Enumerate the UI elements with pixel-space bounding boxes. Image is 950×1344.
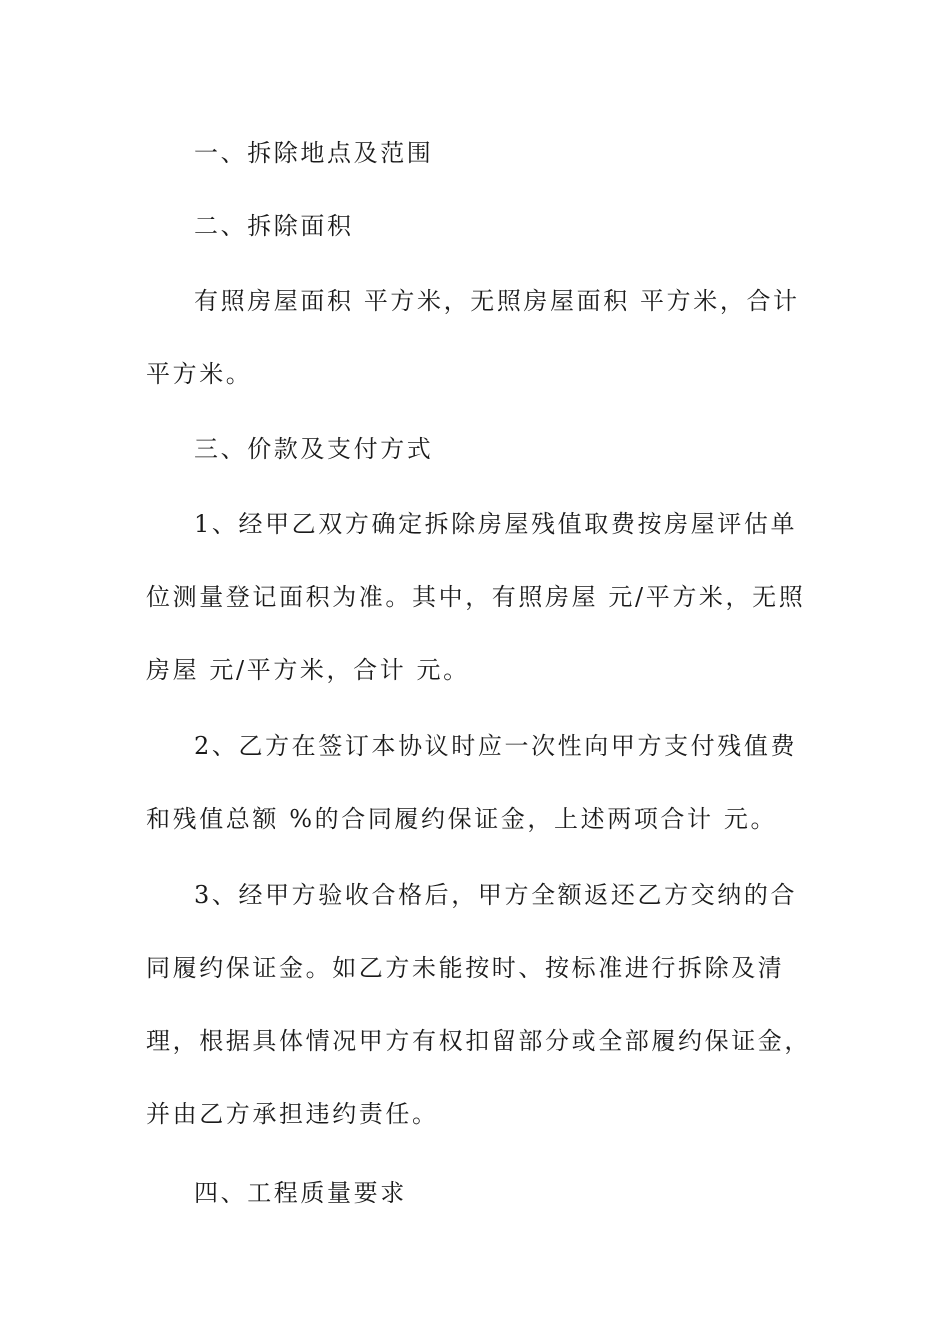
section-heading-demolition-location: 一、拆除地点及范围 [194, 139, 434, 167]
paragraph-clause-2: 2、乙方在签订本协议时应一次性向甲方支付残值费和残值总额 %的合同履约保证金，上述两项合计 元。 [146, 732, 798, 833]
section-heading-demolition-area: 二、拆除面积 [194, 212, 354, 240]
section-heading-quality-requirements: 四、工程质量要求 [194, 1179, 407, 1207]
section-heading-price-payment: 三、价款及支付方式 [194, 435, 434, 463]
paragraph-clause-1: 1、经甲乙双方确定拆除房屋残值取费按房屋评估单位测量登记面积为准。其中，有照房屋 元/平方米，无照房屋 元/平方米，合计 元。 [146, 510, 806, 684]
paragraph-clause-3: 3、经甲方验收合格后，甲方全额返还乙方交纳的合同履约保证金。如乙方未能按时、按标准进行拆除及清理，根据具体情况甲方有权扣留部分或全部履约保证金，并由乙方承担违约责任。 [146, 881, 811, 1128]
paragraph-area-details: 有照房屋面积 平方米，无照房屋面积 平方米，合计 平方米。 [146, 287, 800, 388]
